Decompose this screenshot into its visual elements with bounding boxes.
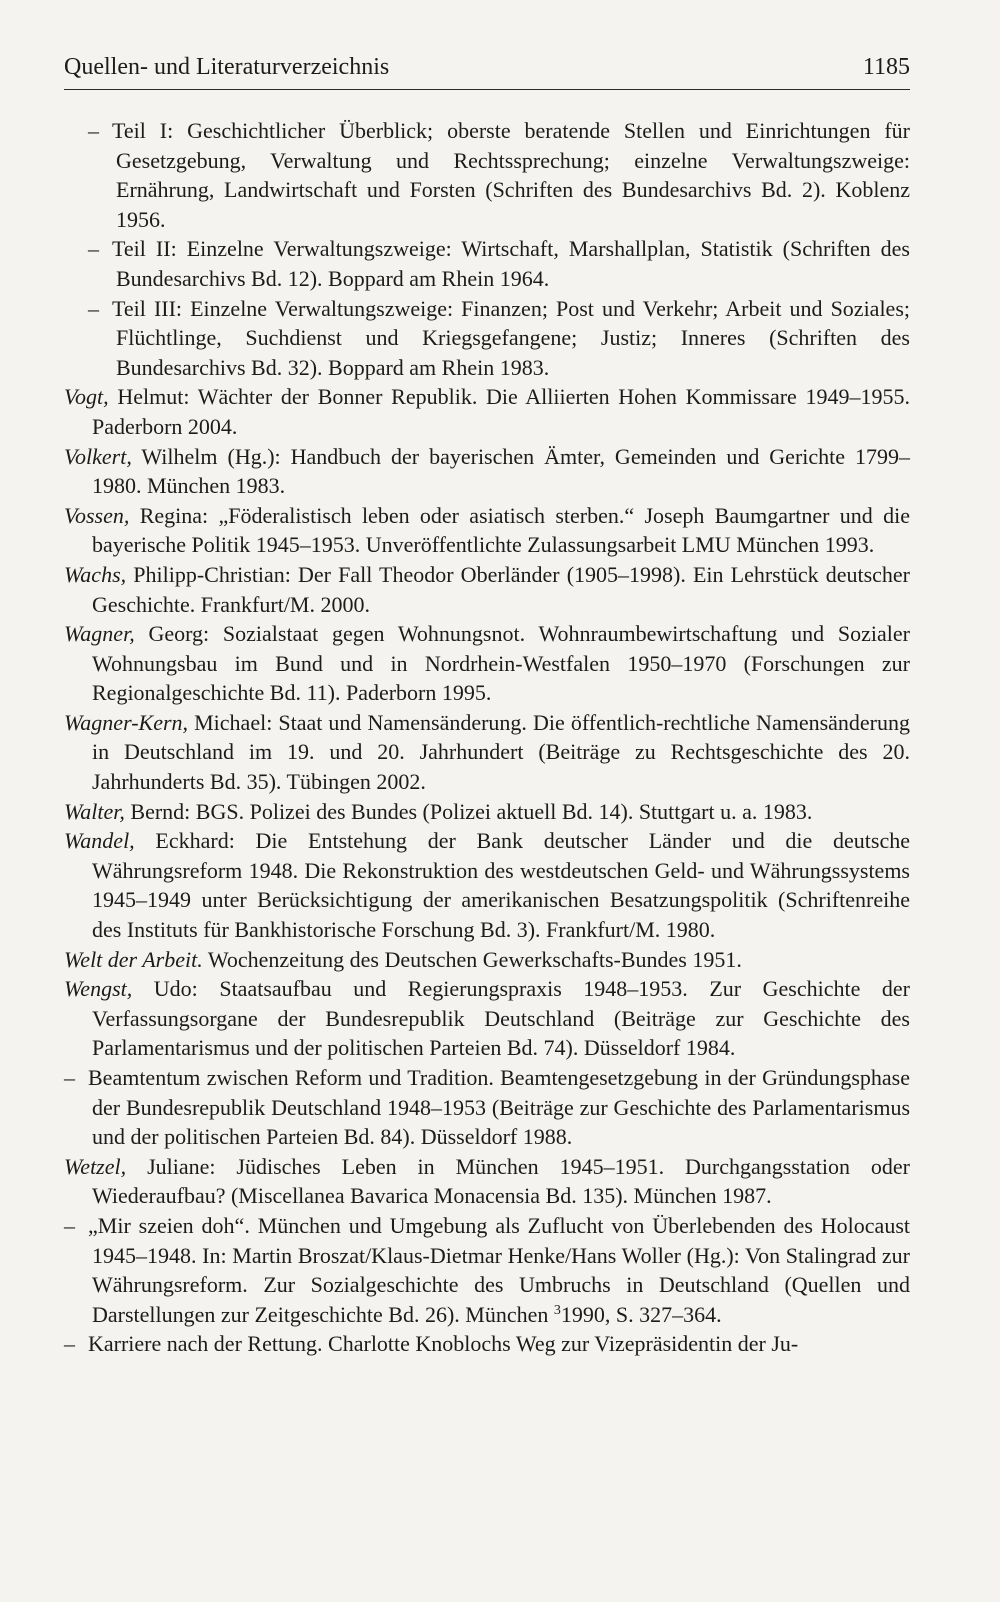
bibliography-entry (64, 234, 910, 293)
entry-text-tail: 1990, S. 327–364. (560, 1301, 722, 1327)
bibliography-entry (64, 442, 910, 501)
entry-text: Michael: Staat und Namensänderung. Die öffentlich-rechtliche Namensänderung in Deutschland im 19. und 20. Jahrhundert (Beiträge zu Rechtsgeschichte des 20. Jahrhunderts Bd. 35). Tübingen 2002. (92, 709, 911, 795)
entry-text: Beamtentum zwischen Reform und Tradition. Beamtengesetzgebung in der Gründungsphase der Bundesrepublik Deutschland 1948–1953 (Beiträge zur Geschichte des Parlamentarismus und der politischen Parteien Bd. 84). Düsseldorf 1988. (88, 1065, 910, 1150)
entry-text: Teil III: Einzelne Verwaltungszweige: Finanzen; Post und Verkehr; Arbeit und Soziales; Flüchtlinge, Suchdienst und Kriegsgefangene; Justiz; Inneres (Schriften des Bundesarchivs Bd. 32). Boppard am Rhein 1983. (112, 295, 910, 380)
entry-dash: – (88, 236, 99, 262)
entry-text: Helmut: Wächter der Bonner Republik. Die Alliierten Hohen Kommissare 1949–1955. Paderborn 2004. (92, 384, 911, 439)
bibliography-entry (64, 1063, 910, 1152)
entry-text: Teil I: Geschichtlicher Überblick; oberste beratende Stellen und Einrichtungen für Gesetzgebung, Verwaltung und Rechtssprechung; einzelne Verwaltungszweige: Ernährung, Landwirtschaft und Forsten (Schriften des Bundesarchivs Bd. 2). Koblenz 1956. (112, 118, 910, 232)
entry-dash: – (64, 1065, 75, 1090)
bibliography-entry (64, 501, 910, 560)
bibliography-entry (64, 382, 910, 441)
entry-text: Georg: Sozialstaat gegen Wohnungsnot. Wohnraumbewirtschaftung und Sozialer Wohnungsbau im Bund und in Nordrhein-Westfalen 1950–1970 (Forschungen zur Regionalgeschichte Bd. 11). Paderborn 1995. (92, 621, 910, 706)
entry-dash: – (88, 118, 99, 143)
entry-text: „Mir szeien doh“. München und Umgebung als Zuflucht von Überlebenden des Holocaust 1945–1948. In: Martin Broszat/Klaus-Dietmar Henke/Hans Woller (Hg.): Von Stalingrad zur Währungsreform. Zur Sozialgeschichte des Umbruchs in Deutschland (Quellen und Darstellungen zur Zeitgeschichte Bd. 26). München (88, 1212, 910, 1327)
bibliography-entry (64, 294, 910, 383)
entry-author: Wachs, (64, 561, 127, 587)
bibliography-entry (64, 826, 910, 944)
header-rule (64, 89, 910, 90)
entry-text: Philipp-Christian: Der Fall Theodor Oberländer (1905–1998). Ein Lehrstück deutscher Geschichte. Frankfurt/M. 2000. (92, 561, 911, 617)
entry-text: Juliane: Jüdisches Leben in München 1945–1951. Durchgangsstation oder Wiederaufbau? (Miscellanea Bavarica Monacensia Bd. 135). München 1987. (92, 1153, 911, 1209)
entry-text: Teil II: Einzelne Verwaltungszweige: Wirtschaft, Marshallplan, Statistik (Schriften des Bundesarchivs Bd. 12). Boppard am Rhein 1964. (112, 236, 910, 291)
running-title: Quellen- und Literaturverzeichnis (64, 54, 390, 80)
bibliography-entry (64, 945, 910, 975)
page-number: 1185 (862, 54, 910, 80)
entry-dash: – (64, 1212, 75, 1238)
entry-text: Udo: Staatsaufbau und Regierungspraxis 1948–1953. Zur Geschichte der Verfassungsorgane der Bundesrepublik Deutschland (Beiträge zur Geschichte des Parlamentarismus und der politischen Parteien Bd. 74). Düsseldorf 1984. (92, 976, 911, 1061)
entry-author: Volkert, (64, 443, 132, 469)
entry-text: Regina: „Föderalistisch leben oder asiatisch sterben.“ Joseph Baumgartner und die bayerische Politik 1945–1953. Unveröffentlichte Zulassungsarbeit LMU München 1993. (92, 502, 910, 558)
bibliography-entry (64, 974, 910, 1063)
entry-author: Vogt, (64, 384, 109, 410)
entry-author: Wagner, (64, 621, 135, 647)
entry-text: Eckhard: Die Entstehung der Bank deutscher Länder und die deutsche Währungsreform 1948. Die Rekonstruktion des westdeutschen Geld- und Währungssystems 1945–1949 unter Berücksichtigung der amerikanischen Besatzungspolitik (Schriftenreihe des Instituts für Bankhistorische Forschung Bd. 3). Frankfurt/M. 1980. (92, 828, 910, 943)
entry-author: Wengst, (64, 976, 133, 1002)
entry-author: Welt der Arbeit. (64, 946, 203, 972)
entry-author: Vossen, (64, 502, 130, 528)
bibliography-entry (64, 708, 910, 797)
entry-author: Wandel, (64, 828, 135, 854)
edition-superscript: 3 (553, 1302, 561, 1318)
bibliography-entry (64, 619, 910, 708)
entry-author: Wagner-Kern, (64, 709, 189, 735)
entry-author: Walter, (64, 798, 125, 824)
entry-text: Karriere nach der Rettung. Charlotte Knoblochs Weg zur Vizepräsidentin der Ju- (88, 1331, 799, 1357)
entry-text: Bernd: BGS. Polizei des Bundes (Polizei aktuell Bd. 14). Stuttgart u. a. 1983. (130, 798, 813, 824)
entry-text: Wilhelm (Hg.): Handbuch der bayerischen Ämter, Gemeinden und Gerichte 1799–1980. München 1983. (92, 443, 911, 499)
entry-dash: – (88, 295, 99, 321)
entry-author: Wetzel, (64, 1153, 127, 1179)
bibliography-entry (64, 116, 910, 234)
bibliography-entry (64, 560, 910, 619)
bibliography-entry (64, 1329, 910, 1359)
running-header (64, 52, 910, 82)
bibliography-entry (64, 1152, 910, 1211)
entry-dash: – (64, 1331, 75, 1357)
bibliography-entry (64, 1211, 910, 1329)
bibliography-entry (64, 797, 910, 827)
entry-text: Wochenzeitung des Deutschen Gewerkschafts-Bundes 1951. (207, 946, 742, 972)
bibliography-list (64, 116, 910, 1359)
